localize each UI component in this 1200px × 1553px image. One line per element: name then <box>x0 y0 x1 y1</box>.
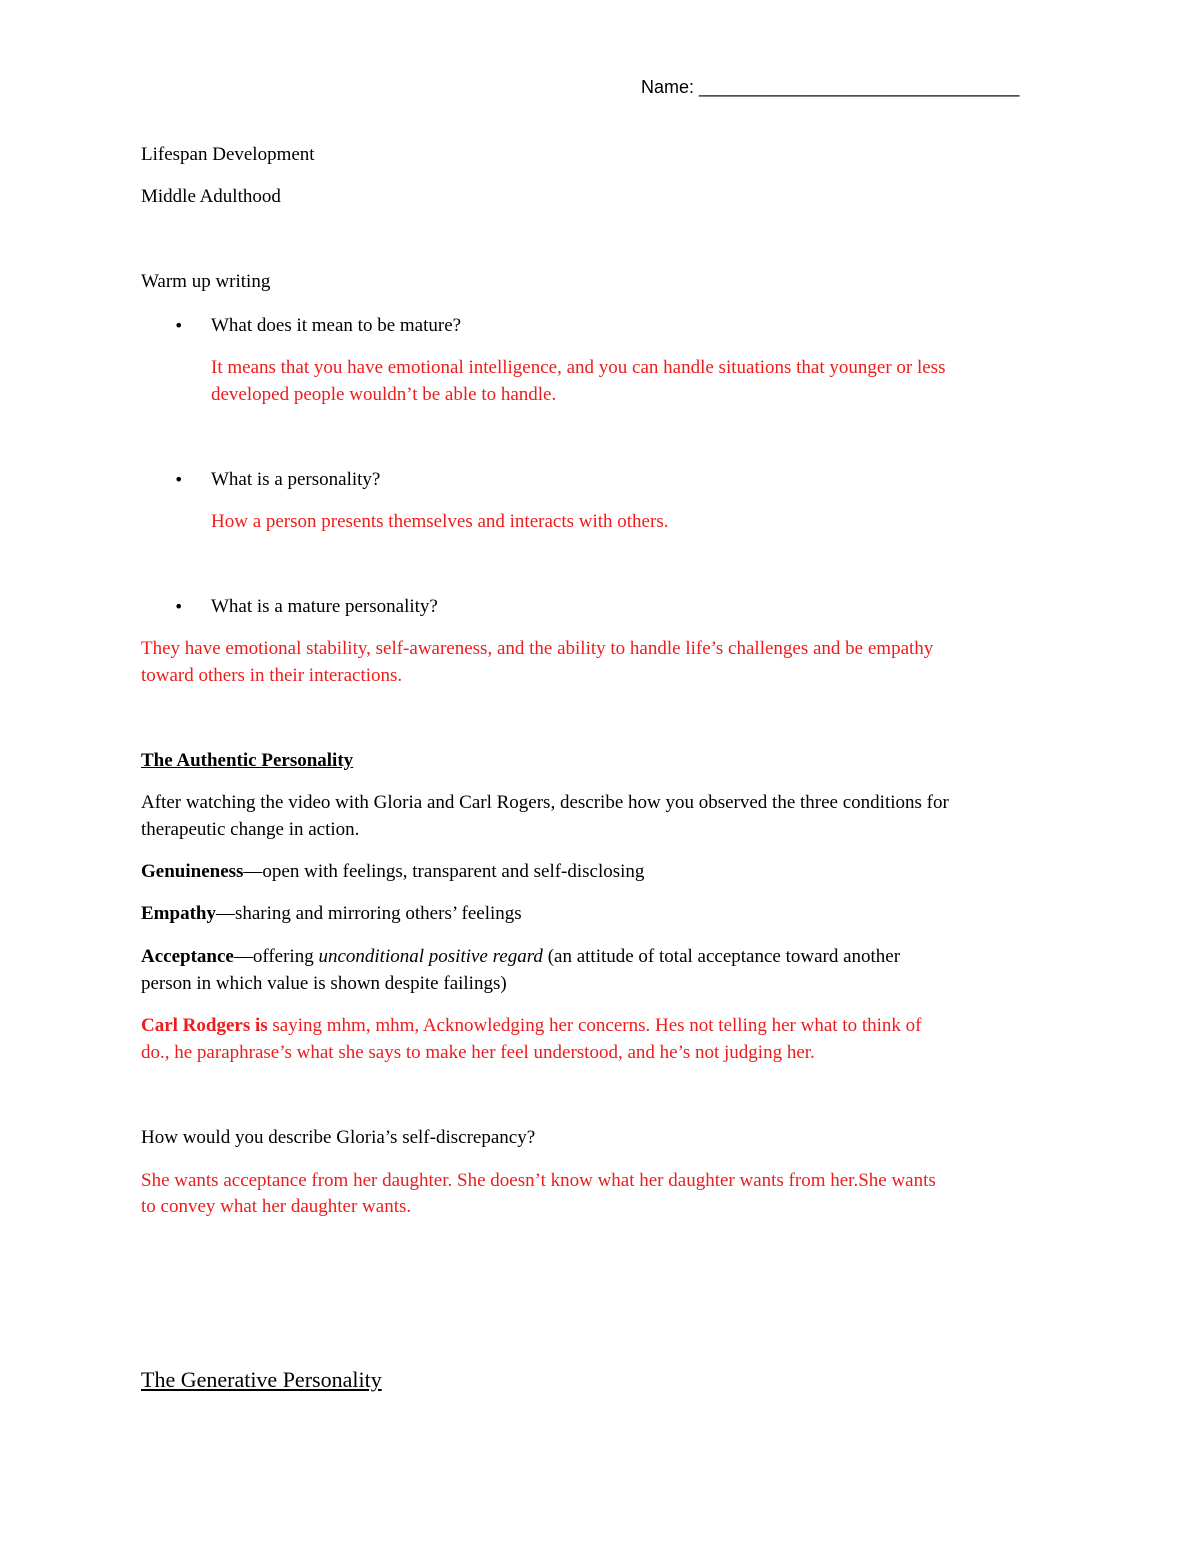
warmup-heading: Warm up writing <box>141 271 271 292</box>
question-self-discrepancy: How would you describe Gloria’s self-discrepancy? <box>141 1127 536 1148</box>
acceptance-def-post: (an attitude of total acceptance toward another <box>542 946 901 967</box>
answer-mature-personality-line2: toward others in their interactions. <box>141 665 403 686</box>
authentic-intro-line1: After watching the video with Gloria and Carl Rogers, describe how you observed the three conditions for <box>141 792 949 813</box>
question-mature: What does it mean to be mature? <box>211 315 462 336</box>
authentic-intro-line2: therapeutic change in action. <box>141 819 360 840</box>
course-title: Lifespan Development <box>141 144 315 165</box>
empathy-definition: —sharing and mirroring others’ feelings <box>215 903 522 924</box>
acceptance-item <box>141 943 900 970</box>
answer-mature-line2: developed people wouldn’t be able to handle. <box>211 384 557 405</box>
question-personality: What is a personality? <box>211 469 381 490</box>
question-mature-personality: What is a mature personality? <box>211 596 438 617</box>
genuineness-term: Genuineness <box>141 861 244 882</box>
empathy-item <box>141 900 522 927</box>
answer-mature-line1: It means that you have emotional intelligence, and you can handle situations that younger or less <box>211 357 946 378</box>
name-label: Name: <box>641 77 700 97</box>
answer-mature-personality-line1: They have emotional stability, self-awareness, and the ability to handle life’s challenges and be empathy <box>141 638 934 659</box>
carl-rogers-answer-line2: do., he paraphrase’s what she says to make her feel understood, and he’s not judging her. <box>141 1042 815 1063</box>
unit-title: Middle Adulthood <box>141 186 281 207</box>
acceptance-def-italic: unconditional positive regard <box>318 946 543 967</box>
answer-self-discrepancy-line2: to convey what her daughter wants. <box>141 1196 412 1217</box>
name-field-line <box>641 74 1019 101</box>
authentic-heading: The Authentic Personality <box>141 750 354 771</box>
acceptance-def-pre: —offering <box>233 946 319 967</box>
answer-self-discrepancy-line1: She wants acceptance from her daughter. She doesn’t know what her daughter wants from her.She wants <box>141 1170 936 1191</box>
genuineness-item <box>141 858 644 885</box>
name-blank: ________________________________ <box>699 77 1020 97</box>
acceptance-line2: person in which value is shown despite failings) <box>141 973 507 994</box>
answer-personality: How a person presents themselves and interacts with others. <box>211 511 669 532</box>
carl-rogers-answer-bold: Carl Rodgers is <box>141 1015 268 1036</box>
bullet-icon: • <box>174 316 184 335</box>
acceptance-term: Acceptance <box>141 946 234 967</box>
carl-rogers-answer-rest: saying mhm, mhm, Acknowledging her concerns. Hes not telling her what to think of <box>267 1015 922 1036</box>
bullet-icon: • <box>174 597 184 616</box>
genuineness-definition: —open with feelings, transparent and self-disclosing <box>243 861 645 882</box>
empathy-term: Empathy <box>141 903 216 924</box>
carl-rogers-answer-line1 <box>141 1012 921 1039</box>
bullet-icon: • <box>174 470 184 489</box>
generative-heading: The Generative Personality <box>141 1367 382 1392</box>
